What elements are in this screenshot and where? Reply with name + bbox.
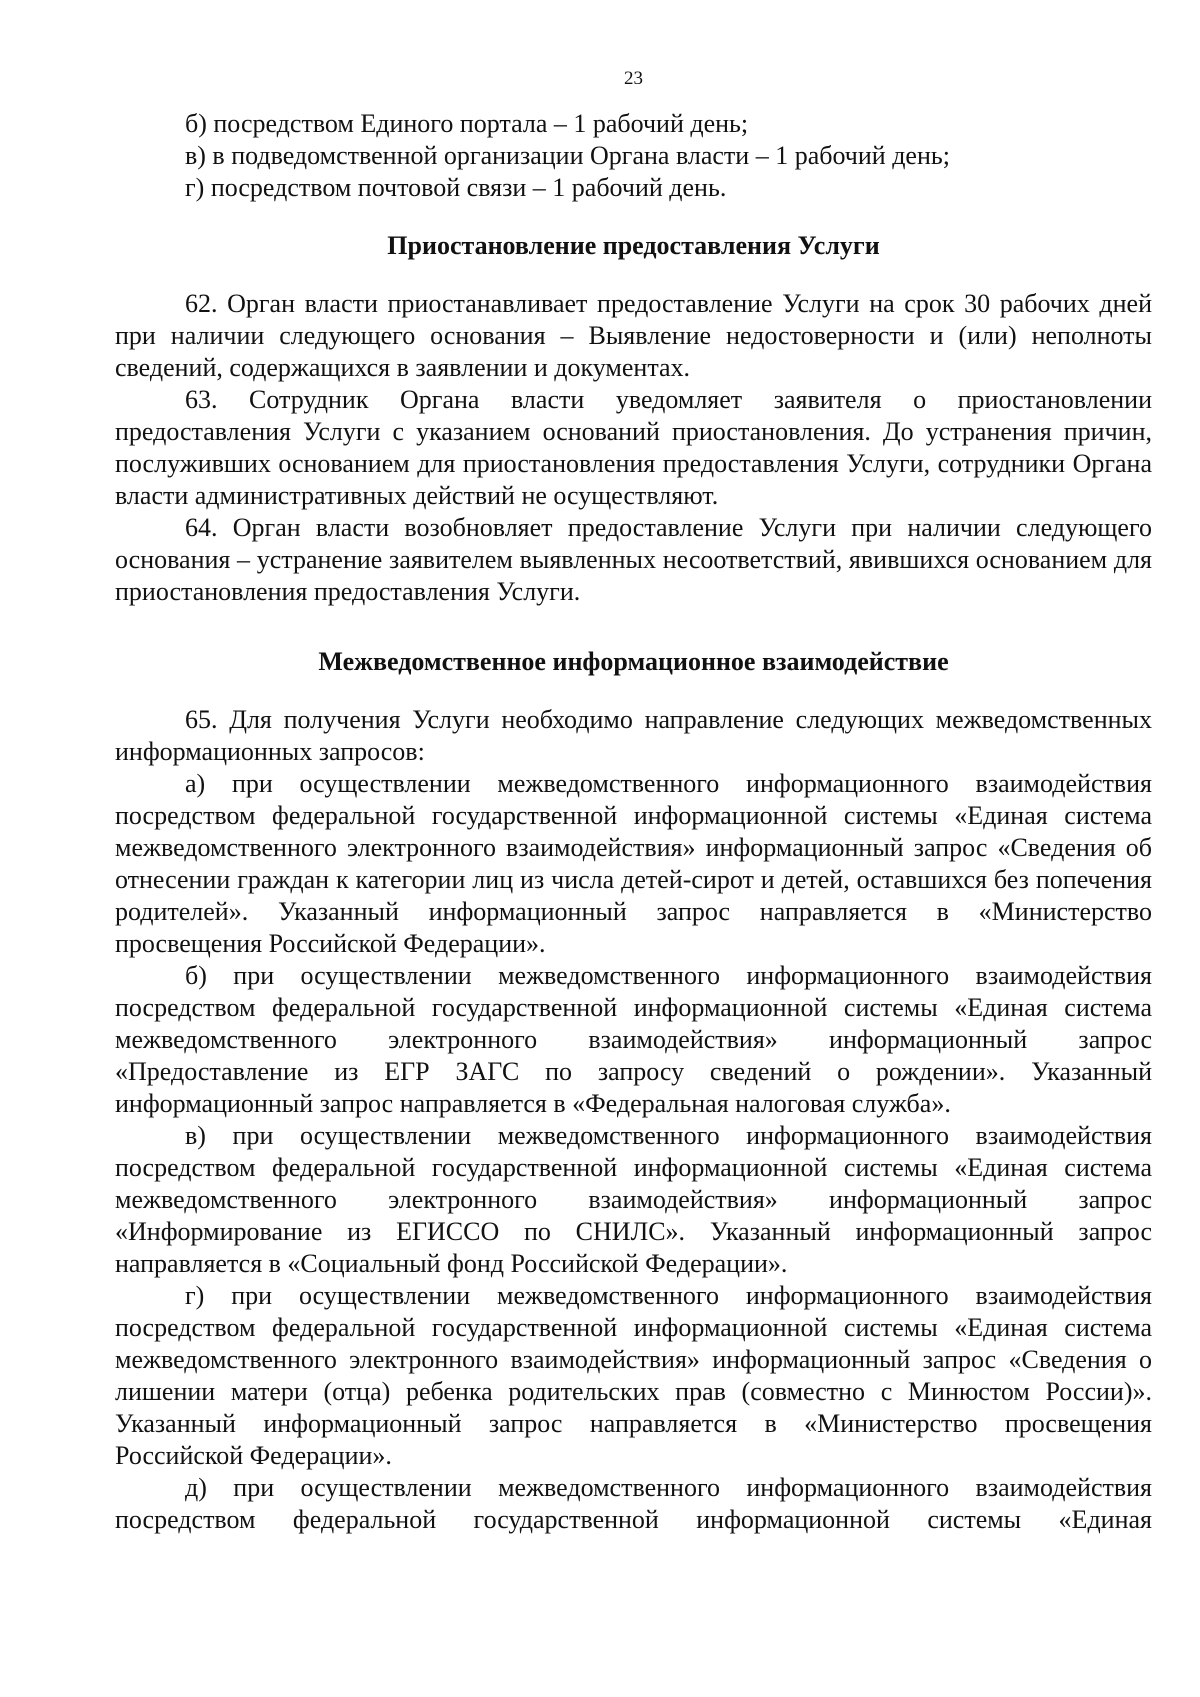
paragraph-65-v: в) при осуществлении межведомственного информационного взаимодействия посредством федеральной государственной информационной системы «Единая система межведомственного электронного взаимодействия» информационный запрос «Информирование из ЕГИССО по СНИЛС». Указанный информационный запрос направляется в «Социальный фонд Российской Федерации».	[115, 1121, 1152, 1278]
paragraph-63: 63. Сотрудник Органа власти уведомляет заявителя о приостановлении предоставления Услуги с указанием оснований приостановления. До устранения причин, послуживших основанием для приостановления предоставления Услуги, сотрудники Органа власти административных действий не осуществляют.	[115, 385, 1152, 510]
paragraph-62: 62. Орган власти приостанавливает предоставление Услуги на срок 30 рабочих дней при наличии следующего основания – Выявление недостоверности и (или) неполноты сведений, содержащихся в заявлении и документах.	[115, 289, 1152, 382]
section-heading-interagency: Межведомственное информационное взаимодействие	[318, 647, 949, 676]
paragraph-64: 64. Орган власти возобновляет предоставление Услуги при наличии следующего основания – устранение заявителем выявленных несоответствий, явившихся основанием для приостановления предоставления Услуги.	[115, 513, 1152, 606]
paragraph-65-a: а) при осуществлении межведомственного информационного взаимодействия посредством федеральной государственной информационной системы «Единая система межведомственного электронного взаимодействия» информационный запрос «Сведения об отнесении граждан к категории лиц из числа детей-сирот и детей, оставшихся без попечения родителей». Указанный информационный запрос направляется в «Министерство просвещения Российской Федерации».	[115, 769, 1152, 958]
section-heading-suspension: Приостановление предоставления Услуги	[387, 231, 880, 260]
intro-item-b: б) посредством Единого портала – 1 рабочий день;	[185, 109, 749, 138]
paragraph-65-g: г) при осуществлении межведомственного информационного взаимодействия посредством федеральной государственной информационной системы «Единая система межведомственного электронного взаимодействия» информационный запрос «Сведения о лишении матери (отца) ребенка родительских прав (совместно с Минюстом России)». Указанный информационный запрос направляется в «Министерство просвещения Российской Федерации».	[115, 1281, 1152, 1470]
paragraph-65-d: д) при осуществлении межведомственного информационного взаимодействия посредством федеральной государственной информационной системы «Единая	[115, 1473, 1152, 1534]
paragraph-65: 65. Для получения Услуги необходимо направление следующих межведомственных информационных запросов:	[115, 705, 1152, 766]
page-number: 23	[624, 68, 643, 89]
intro-item-g: г) посредством почтовой связи – 1 рабочий день.	[185, 173, 727, 202]
paragraph-65-b: б) при осуществлении межведомственного информационного взаимодействия посредством федеральной государственной информационной системы «Единая система межведомственного электронного взаимодействия» информационный запрос «Предоставление из ЕГР ЗАГС по запросу сведений о рождении». Указанный информационный запрос направляется в «Федеральная налоговая служба».	[115, 961, 1152, 1118]
intro-item-v: в) в подведомственной организации Органа власти – 1 рабочий день;	[185, 141, 950, 170]
document-page	[115, 58, 1152, 1536]
